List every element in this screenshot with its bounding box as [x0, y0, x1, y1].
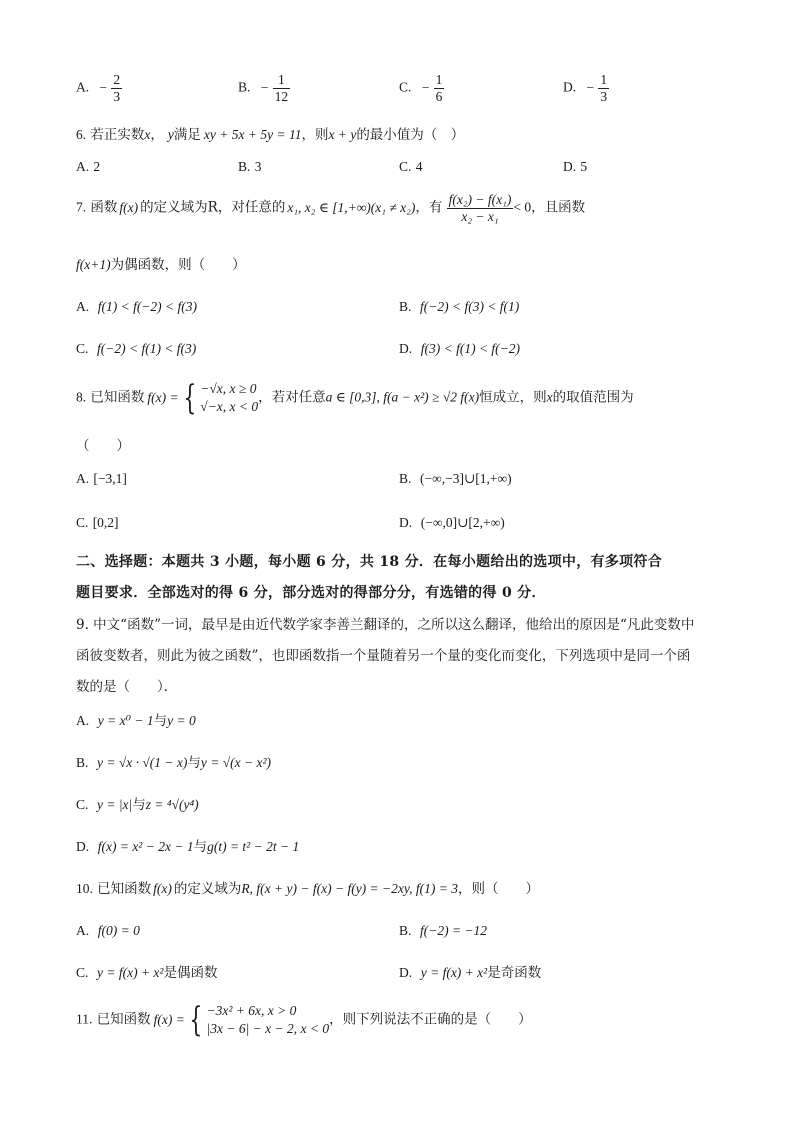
q10-option-d[interactable]: D. y = f(x) + x²是奇函数	[399, 965, 542, 981]
q10-option-a[interactable]: A. f(0) = 0	[76, 923, 140, 938]
q9-stem-line1: 9. 中文“函数”一词，最早是由近代数学家李善兰翻译的，之所以这么翻译，他给出的原因是“凡此变数中	[76, 617, 695, 633]
left-brace: {	[182, 378, 196, 419]
q7-option-d[interactable]: D. f(3) < f(1) < f(−2)	[399, 341, 521, 356]
section2-heading-line2: 题目要求．全部选对的得 6 分，部分选对的得部分分，有选错的得 0 分．	[76, 585, 546, 601]
q9-option-a[interactable]: A. y = x⁰ − 1与y = 0	[76, 713, 196, 729]
left-brace: {	[189, 1000, 203, 1041]
option-label: C.	[399, 79, 412, 95]
q8-stem: 8. 已知函数 f(x) = { −√x, x ≥ 0 √−x, x < 0 ，若对任意a ∈ [0,3], f(a − x²) ≥ √2 f(x)恒成立，则x的取值范围为	[76, 378, 634, 419]
q7-option-a[interactable]: A. f(1) < f(−2) < f(3)	[76, 299, 198, 314]
q10-option-c[interactable]: C. y = f(x) + x²是偶函数	[76, 965, 218, 981]
q7-option-c[interactable]: C. f(−2) < f(1) < f(3)	[76, 341, 197, 356]
piecewise-cases: −√x, x ≥ 0 √−x, x < 0	[200, 381, 259, 415]
q9-stem-line2: 函彼变数者，则此为彼之函数”，也即函数指一个量随着另一个量的变化而变化，下列选项中是同一个函	[76, 648, 691, 664]
q6-option-c[interactable]: C. 4	[399, 159, 423, 174]
section2-heading-line1: 二、选择题：本题共 3 小题，每小题 6 分，共 18 分．在每小题给出的选项中，有多项符合	[76, 554, 663, 570]
q5-option-d[interactable]: D. − $\frac{1}{3}$	[563, 72, 608, 104]
q7-stem: 7. 函数 f(x) 的定义域为R，对任意的 x₁, x₂ ∈ [1,+∞)(x₁ ≠ x₂)，有 $\frac{\text{f(x₂) − f(x₁)}}{\text{x₂ − x₁}}$ < 0，且函数	[76, 192, 586, 224]
q9-option-d[interactable]: D. f(x) = x² − 2x − 1与g(t) = t² − 2t − 1	[76, 839, 300, 855]
q10-stem: 10. 已知函数 f(x) 的定义域为R, f(x + y) − f(x) − f(y) = −2xy, f(1) = 3，则（ ）	[76, 881, 539, 897]
q6-option-b[interactable]: B. 3	[238, 159, 262, 174]
q8-option-b[interactable]: B. (−∞,−3]∪[1,+∞)	[399, 471, 512, 486]
fraction: $\frac{1}{12}$	[274, 72, 289, 104]
q6-option-d[interactable]: D. 5	[563, 159, 588, 174]
q11-stem: 11. 已知函数 f(x) = { −3x² + 6x, x > 0 |3x − 6| − x − 2, x < 0 ，则下列说法不正确的是（ ）	[76, 1000, 532, 1041]
q5-option-c[interactable]: C. − $\frac{1}{6}$	[399, 72, 443, 104]
q5-option-b[interactable]: B. − $\frac{1}{12}$	[238, 72, 289, 104]
q7-fraction: $\frac{\text{f(x₂) − f(x₁)}}{\text{x₂ − x₁}}$	[448, 192, 512, 224]
q6-option-a[interactable]: A. 2	[76, 159, 101, 174]
q8-paren: （ ）	[76, 438, 130, 454]
q9-stem-line3: 数的是（ ）．	[76, 679, 178, 695]
q6-stem: 6. 若正实数x， y满足 xy + 5x + 5y = 11，则x + y的最小值为（ ）	[76, 127, 465, 143]
q8-option-c[interactable]: C. [0,2]	[76, 515, 119, 530]
q5-options	[76, 72, 716, 112]
option-label: A.	[76, 79, 90, 95]
fraction: $\frac{2}{3}$	[113, 72, 121, 104]
option-label: D.	[563, 79, 577, 95]
q10-option-b[interactable]: B. f(−2) = −12	[399, 923, 488, 938]
q9-option-c[interactable]: C. y = |x|与z = ⁴√(y⁴)	[76, 797, 199, 813]
q8-option-d[interactable]: D. (−∞,0]∪[2,+∞)	[399, 515, 505, 530]
fraction: $\frac{1}{6}$	[435, 72, 443, 104]
option-label: B.	[238, 79, 251, 95]
q7-stem-line2: f(x+1)为偶函数，则（ ）	[76, 257, 246, 273]
q5-option-a[interactable]: A. − $\frac{2}{3}$	[76, 72, 121, 104]
q8-option-a[interactable]: A. [−3,1]	[76, 471, 127, 486]
q7-option-b[interactable]: B. f(−2) < f(3) < f(1)	[399, 299, 520, 314]
piecewise-cases: −3x² + 6x, x > 0 |3x − 6| − x − 2, x < 0	[206, 1003, 330, 1037]
q9-option-b[interactable]: B. y = √x · √(1 − x)与y = √(x − x²)	[76, 755, 272, 771]
fraction: $\frac{1}{3}$	[600, 72, 608, 104]
